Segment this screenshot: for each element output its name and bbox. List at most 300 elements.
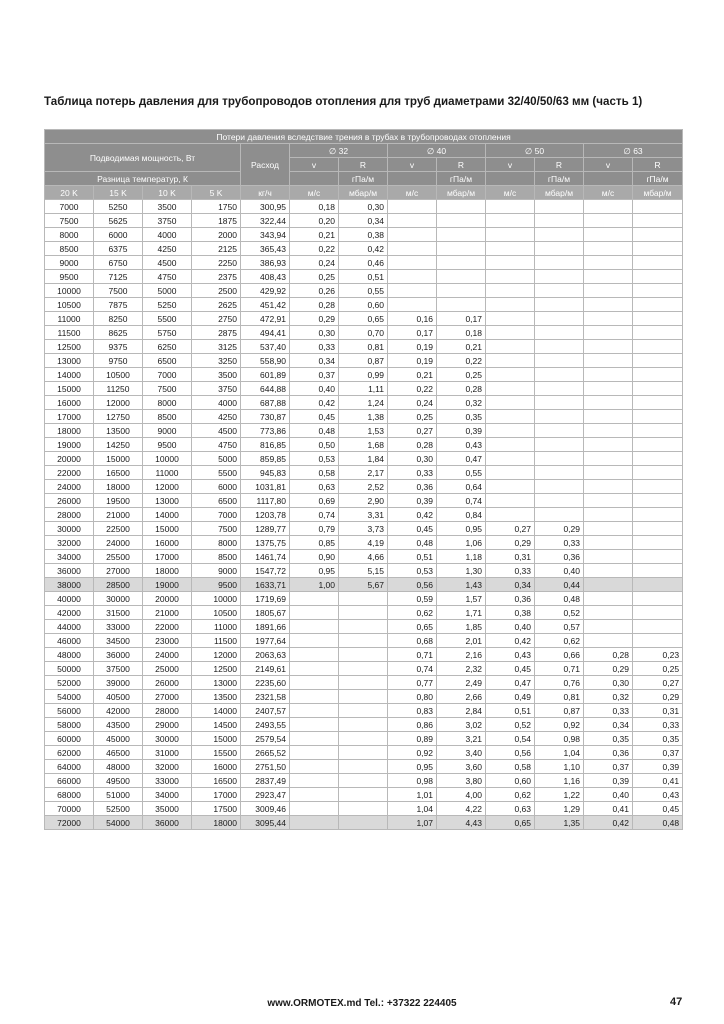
diameter-50-header: ∅ 50 bbox=[486, 144, 584, 158]
table-cell: 2,52 bbox=[339, 480, 388, 494]
table-cell bbox=[339, 634, 388, 648]
table-cell bbox=[290, 760, 339, 774]
table-cell: 0,44 bbox=[535, 578, 584, 592]
gpa-unit-header: гПа/м bbox=[339, 172, 388, 186]
table-cell: 2250 bbox=[192, 256, 241, 270]
table-cell: 7500 bbox=[143, 382, 192, 396]
table-cell: 0,29 bbox=[486, 536, 535, 550]
table-cell bbox=[339, 606, 388, 620]
table-cell: 0,48 bbox=[633, 816, 683, 830]
table-cell: 0,62 bbox=[486, 788, 535, 802]
table-cell: 365,43 bbox=[241, 242, 290, 256]
table-cell bbox=[486, 200, 535, 214]
speed-unit-header: м/с bbox=[290, 186, 339, 200]
table-cell: 4250 bbox=[143, 242, 192, 256]
flow-unit-header: кг/ч bbox=[241, 186, 290, 200]
table-row bbox=[45, 200, 683, 214]
table-cell bbox=[437, 256, 486, 270]
table-cell: 0,22 bbox=[388, 382, 437, 396]
table-cell: 0,25 bbox=[633, 662, 683, 676]
delta-10k-header: 10 K bbox=[143, 186, 192, 200]
table-cell: 0,48 bbox=[535, 592, 584, 606]
table-cell: 0,77 bbox=[388, 676, 437, 690]
table-cell: 16500 bbox=[192, 774, 241, 788]
table-row bbox=[45, 634, 683, 648]
table-cell: 2665,52 bbox=[241, 746, 290, 760]
table-cell: 66000 bbox=[45, 774, 94, 788]
table-cell bbox=[584, 410, 633, 424]
table-cell bbox=[535, 368, 584, 382]
table-cell: 7500 bbox=[94, 284, 143, 298]
table-cell: 0,84 bbox=[437, 508, 486, 522]
table-cell: 0,98 bbox=[388, 774, 437, 788]
table-cell: 10500 bbox=[192, 606, 241, 620]
table-cell: 36000 bbox=[45, 564, 94, 578]
table-cell: 5250 bbox=[143, 298, 192, 312]
footer-contact: www.ORMOTEX.md Tel.: +37322 224405 bbox=[267, 998, 457, 1009]
table-cell: 38000 bbox=[45, 578, 94, 592]
table-cell: 0,52 bbox=[535, 606, 584, 620]
table-cell bbox=[535, 214, 584, 228]
table-row bbox=[45, 396, 683, 410]
speed-unit-header: м/с bbox=[486, 186, 535, 200]
table-cell: 2407,57 bbox=[241, 704, 290, 718]
table-cell: 1,04 bbox=[535, 746, 584, 760]
table-row bbox=[45, 788, 683, 802]
loss-unit-header: мбар/м bbox=[437, 186, 486, 200]
table-cell bbox=[486, 382, 535, 396]
table-cell: 2321,58 bbox=[241, 690, 290, 704]
table-cell bbox=[388, 242, 437, 256]
table-cell: 2,17 bbox=[339, 466, 388, 480]
table-cell bbox=[486, 326, 535, 340]
table-cell: 0,92 bbox=[535, 718, 584, 732]
table-cell: 1547,72 bbox=[241, 564, 290, 578]
table-cell: 34000 bbox=[45, 550, 94, 564]
table-cell: 52500 bbox=[94, 802, 143, 816]
table-cell: 43500 bbox=[94, 718, 143, 732]
table-cell: 730,87 bbox=[241, 410, 290, 424]
table-cell: 0,68 bbox=[388, 634, 437, 648]
table-cell: 1,06 bbox=[437, 536, 486, 550]
table-cell: 2,84 bbox=[437, 704, 486, 718]
table-cell: 14000 bbox=[143, 508, 192, 522]
table-cell bbox=[388, 214, 437, 228]
r-header: R bbox=[339, 158, 388, 172]
table-cell: 2923,47 bbox=[241, 788, 290, 802]
table-cell bbox=[633, 340, 683, 354]
table-cell: 72000 bbox=[45, 816, 94, 830]
table-cell: 0,50 bbox=[290, 438, 339, 452]
table-cell: 1891,66 bbox=[241, 620, 290, 634]
table-cell: 2,49 bbox=[437, 676, 486, 690]
table-cell: 0,34 bbox=[290, 354, 339, 368]
table-cell: 1,57 bbox=[437, 592, 486, 606]
table-cell: 0,45 bbox=[633, 802, 683, 816]
table-cell: 7875 bbox=[94, 298, 143, 312]
table-cell bbox=[584, 368, 633, 382]
table-cell: 0,39 bbox=[584, 774, 633, 788]
blank-unit-cell bbox=[584, 172, 633, 186]
table-row bbox=[45, 550, 683, 564]
table-row bbox=[45, 256, 683, 270]
table-cell: 5000 bbox=[192, 452, 241, 466]
table-cell bbox=[535, 326, 584, 340]
table-cell: 6500 bbox=[192, 494, 241, 508]
table-cell bbox=[584, 606, 633, 620]
gpa-unit-header: гПа/м bbox=[437, 172, 486, 186]
table-cell bbox=[388, 284, 437, 298]
diameter-40-header: ∅ 40 bbox=[388, 144, 486, 158]
table-cell bbox=[633, 480, 683, 494]
table-cell bbox=[486, 284, 535, 298]
table-row bbox=[45, 466, 683, 480]
table-cell: 945,83 bbox=[241, 466, 290, 480]
table-cell: 31500 bbox=[94, 606, 143, 620]
delta-5k-header: 5 K bbox=[192, 186, 241, 200]
table-cell bbox=[633, 284, 683, 298]
table-cell: 13000 bbox=[143, 494, 192, 508]
table-row bbox=[45, 760, 683, 774]
table-cell: 16500 bbox=[94, 466, 143, 480]
table-cell: 0,71 bbox=[535, 662, 584, 676]
table-cell: 0,17 bbox=[437, 312, 486, 326]
table-cell bbox=[633, 354, 683, 368]
table-cell bbox=[584, 508, 633, 522]
table-cell bbox=[584, 634, 633, 648]
table-cell bbox=[535, 312, 584, 326]
table-cell bbox=[339, 690, 388, 704]
table-cell: 0,89 bbox=[388, 732, 437, 746]
table-cell: 4000 bbox=[143, 228, 192, 242]
table-cell bbox=[535, 466, 584, 480]
table-cell: 7000 bbox=[192, 508, 241, 522]
table-cell bbox=[290, 802, 339, 816]
table-cell: 16000 bbox=[143, 536, 192, 550]
table-cell: 9500 bbox=[192, 578, 241, 592]
table-cell: 0,29 bbox=[290, 312, 339, 326]
table-cell: 27000 bbox=[143, 690, 192, 704]
table-cell: 3,73 bbox=[339, 522, 388, 536]
table-cell: 3,80 bbox=[437, 774, 486, 788]
table-cell bbox=[339, 592, 388, 606]
table-cell: 0,30 bbox=[290, 326, 339, 340]
table-cell: 0,36 bbox=[584, 746, 633, 760]
table-cell: 3095,44 bbox=[241, 816, 290, 830]
table-cell bbox=[535, 396, 584, 410]
table-cell: 0,41 bbox=[584, 802, 633, 816]
table-row bbox=[45, 438, 683, 452]
table-cell: 22000 bbox=[143, 620, 192, 634]
delta-15k-header: 15 K bbox=[94, 186, 143, 200]
table-cell: 29000 bbox=[143, 718, 192, 732]
table-cell: 0,41 bbox=[633, 774, 683, 788]
r-header: R bbox=[535, 158, 584, 172]
table-cell bbox=[584, 592, 633, 606]
table-cell bbox=[535, 494, 584, 508]
table-cell: 70000 bbox=[45, 802, 94, 816]
table-row bbox=[45, 536, 683, 550]
table-cell bbox=[437, 298, 486, 312]
table-cell: 32000 bbox=[45, 536, 94, 550]
table-cell bbox=[584, 256, 633, 270]
speed-unit-header: м/с bbox=[388, 186, 437, 200]
table-cell: 451,42 bbox=[241, 298, 290, 312]
table-cell: 773,86 bbox=[241, 424, 290, 438]
table-cell bbox=[290, 648, 339, 662]
table-cell: 37500 bbox=[94, 662, 143, 676]
table-cell bbox=[633, 606, 683, 620]
table-cell: 7500 bbox=[45, 214, 94, 228]
table-cell bbox=[584, 298, 633, 312]
table-cell: 23000 bbox=[143, 634, 192, 648]
table-row bbox=[45, 648, 683, 662]
table-cell: 0,86 bbox=[388, 718, 437, 732]
table-cell: 0,76 bbox=[535, 676, 584, 690]
table-cell bbox=[486, 396, 535, 410]
table-cell: 1,16 bbox=[535, 774, 584, 788]
table-cell: 0,95 bbox=[388, 760, 437, 774]
table-cell: 49500 bbox=[94, 774, 143, 788]
table-cell bbox=[339, 718, 388, 732]
table-cell: 0,33 bbox=[535, 536, 584, 550]
table-cell: 0,53 bbox=[290, 452, 339, 466]
table-cell: 13000 bbox=[45, 354, 94, 368]
table-cell: 22500 bbox=[94, 522, 143, 536]
table-cell: 0,47 bbox=[486, 676, 535, 690]
table-cell bbox=[437, 270, 486, 284]
table-cell: 2000 bbox=[192, 228, 241, 242]
table-cell: 1,22 bbox=[535, 788, 584, 802]
table-cell: 32000 bbox=[143, 760, 192, 774]
table-cell bbox=[584, 228, 633, 242]
table-cell: 6750 bbox=[94, 256, 143, 270]
table-cell bbox=[437, 284, 486, 298]
table-cell: 0,46 bbox=[339, 256, 388, 270]
table-cell bbox=[535, 424, 584, 438]
table-cell: 4,22 bbox=[437, 802, 486, 816]
table-cell: 8500 bbox=[143, 410, 192, 424]
table-cell: 4750 bbox=[192, 438, 241, 452]
table-cell: 1203,78 bbox=[241, 508, 290, 522]
table-cell: 322,44 bbox=[241, 214, 290, 228]
table-cell: 5750 bbox=[143, 326, 192, 340]
table-cell: 0,60 bbox=[486, 774, 535, 788]
table-row bbox=[45, 382, 683, 396]
table-cell: 2625 bbox=[192, 298, 241, 312]
table-cell: 0,81 bbox=[535, 690, 584, 704]
table-cell bbox=[633, 312, 683, 326]
table-cell bbox=[633, 522, 683, 536]
table-cell: 0,63 bbox=[290, 480, 339, 494]
table-cell: 2837,49 bbox=[241, 774, 290, 788]
table-cell: 0,36 bbox=[388, 480, 437, 494]
table-cell: 2,66 bbox=[437, 690, 486, 704]
table-cell: 28500 bbox=[94, 578, 143, 592]
table-cell bbox=[633, 494, 683, 508]
table-cell bbox=[535, 354, 584, 368]
table-cell: 51000 bbox=[94, 788, 143, 802]
table-cell: 10000 bbox=[192, 592, 241, 606]
table-cell: 12000 bbox=[143, 480, 192, 494]
table-cell: 816,85 bbox=[241, 438, 290, 452]
table-cell: 22000 bbox=[45, 466, 94, 480]
table-cell: 20000 bbox=[45, 452, 94, 466]
table-cell: 4,00 bbox=[437, 788, 486, 802]
table-cell: 0,87 bbox=[535, 704, 584, 718]
table-cell: 3500 bbox=[143, 200, 192, 214]
table-cell: 1,85 bbox=[437, 620, 486, 634]
table-row bbox=[45, 452, 683, 466]
table-cell: 48000 bbox=[45, 648, 94, 662]
table-cell bbox=[535, 284, 584, 298]
table-cell: 21000 bbox=[143, 606, 192, 620]
table-cell: 0,49 bbox=[486, 690, 535, 704]
table-cell bbox=[535, 270, 584, 284]
table-cell bbox=[633, 452, 683, 466]
table-cell: 4750 bbox=[143, 270, 192, 284]
table-cell: 0,42 bbox=[290, 396, 339, 410]
table-row bbox=[45, 690, 683, 704]
table-cell: 30000 bbox=[45, 522, 94, 536]
table-cell: 1,00 bbox=[290, 578, 339, 592]
v-header: v bbox=[584, 158, 633, 172]
diameter-32-header: ∅ 32 bbox=[290, 144, 388, 158]
table-cell: 62000 bbox=[45, 746, 94, 760]
table-row bbox=[45, 802, 683, 816]
table-row bbox=[45, 242, 683, 256]
table-cell bbox=[486, 256, 535, 270]
table-cell: 0,19 bbox=[388, 340, 437, 354]
table-cell: 24000 bbox=[143, 648, 192, 662]
table-cell bbox=[633, 564, 683, 578]
table-cell: 4,19 bbox=[339, 536, 388, 550]
table-cell: 50000 bbox=[45, 662, 94, 676]
table-cell: 0,83 bbox=[388, 704, 437, 718]
table-cell bbox=[290, 606, 339, 620]
table-cell: 58000 bbox=[45, 718, 94, 732]
table-cell: 39000 bbox=[94, 676, 143, 690]
table-cell: 343,94 bbox=[241, 228, 290, 242]
table-cell: 0,47 bbox=[437, 452, 486, 466]
table-cell: 2375 bbox=[192, 270, 241, 284]
table-cell bbox=[535, 410, 584, 424]
table-cell: 1805,67 bbox=[241, 606, 290, 620]
table-cell: 0,25 bbox=[290, 270, 339, 284]
table-cell bbox=[486, 480, 535, 494]
table-cell bbox=[535, 242, 584, 256]
table-cell: 64000 bbox=[45, 760, 94, 774]
table-cell: 0,56 bbox=[486, 746, 535, 760]
table-cell: 2063,63 bbox=[241, 648, 290, 662]
table-cell: 44000 bbox=[45, 620, 94, 634]
table-cell: 0,33 bbox=[633, 718, 683, 732]
table-cell: 10500 bbox=[94, 368, 143, 382]
table-row bbox=[45, 592, 683, 606]
table-cell: 25500 bbox=[94, 550, 143, 564]
table-cell bbox=[290, 774, 339, 788]
table-cell: 8000 bbox=[45, 228, 94, 242]
table-cell: 0,32 bbox=[437, 396, 486, 410]
table-cell bbox=[290, 718, 339, 732]
r-header: R bbox=[437, 158, 486, 172]
table-cell bbox=[535, 382, 584, 396]
table-cell bbox=[388, 228, 437, 242]
table-cell: 3,21 bbox=[437, 732, 486, 746]
table-cell bbox=[633, 466, 683, 480]
table-cell: 2750 bbox=[192, 312, 241, 326]
table-cell: 8500 bbox=[192, 550, 241, 564]
table-cell: 0,57 bbox=[535, 620, 584, 634]
table-cell: 9500 bbox=[45, 270, 94, 284]
table-cell: 0,37 bbox=[633, 746, 683, 760]
table-cell: 0,90 bbox=[290, 550, 339, 564]
table-cell: 7500 bbox=[192, 522, 241, 536]
table-cell bbox=[486, 270, 535, 284]
table-cell: 0,23 bbox=[633, 648, 683, 662]
table-cell bbox=[486, 410, 535, 424]
table-cell bbox=[290, 592, 339, 606]
table-cell: 12000 bbox=[192, 648, 241, 662]
diameter-63-header: ∅ 63 bbox=[584, 144, 683, 158]
table-cell: 0,98 bbox=[535, 732, 584, 746]
table-cell: 26000 bbox=[143, 676, 192, 690]
table-cell: 6375 bbox=[94, 242, 143, 256]
table-cell: 11250 bbox=[94, 382, 143, 396]
table-cell: 0,24 bbox=[388, 396, 437, 410]
table-cell: 0,62 bbox=[388, 606, 437, 620]
table-cell: 17500 bbox=[192, 802, 241, 816]
table-cell: 0,30 bbox=[388, 452, 437, 466]
table-cell bbox=[584, 200, 633, 214]
table-cell bbox=[584, 284, 633, 298]
table-cell: 4,66 bbox=[339, 550, 388, 564]
table-cell: 0,48 bbox=[388, 536, 437, 550]
table-cell: 0,45 bbox=[388, 522, 437, 536]
table-cell: 15000 bbox=[192, 732, 241, 746]
table-cell: 14500 bbox=[192, 718, 241, 732]
table-cell bbox=[584, 382, 633, 396]
table-cell: 0,28 bbox=[584, 648, 633, 662]
table-cell: 2125 bbox=[192, 242, 241, 256]
table-cell: 42000 bbox=[94, 704, 143, 718]
table-cell: 1,24 bbox=[339, 396, 388, 410]
table-row bbox=[45, 508, 683, 522]
gpa-unit-header: гПа/м bbox=[535, 172, 584, 186]
table-cell: 0,16 bbox=[388, 312, 437, 326]
table-cell bbox=[535, 480, 584, 494]
table-cell: 12000 bbox=[94, 396, 143, 410]
table-cell bbox=[633, 368, 683, 382]
table-cell bbox=[486, 368, 535, 382]
table-cell: 10000 bbox=[45, 284, 94, 298]
table-cell: 0,27 bbox=[633, 676, 683, 690]
table-cell: 0,22 bbox=[437, 354, 486, 368]
table-cell: 1,30 bbox=[437, 564, 486, 578]
table-row bbox=[45, 662, 683, 676]
table-cell: 13000 bbox=[192, 676, 241, 690]
table-cell bbox=[633, 536, 683, 550]
table-cell: 0,51 bbox=[486, 704, 535, 718]
table-cell: 3500 bbox=[192, 368, 241, 382]
table-cell: 0,42 bbox=[486, 634, 535, 648]
table-cell bbox=[584, 214, 633, 228]
pressure-loss-table bbox=[44, 129, 683, 830]
table-cell: 1,18 bbox=[437, 550, 486, 564]
table-row bbox=[45, 214, 683, 228]
table-cell bbox=[437, 214, 486, 228]
table-cell bbox=[633, 410, 683, 424]
